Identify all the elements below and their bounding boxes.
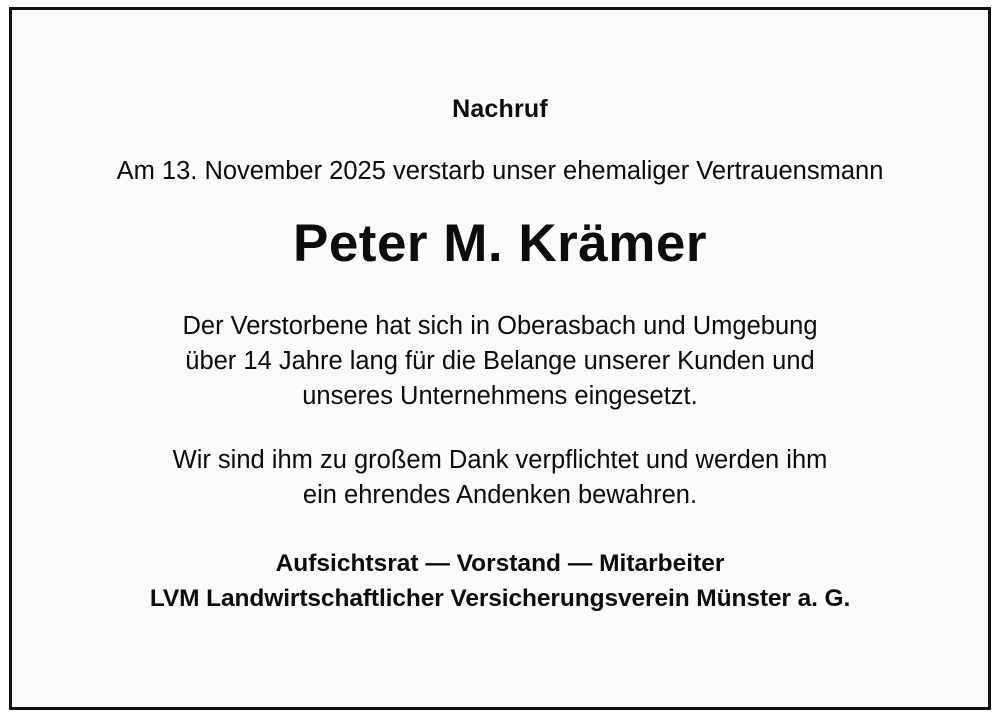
deceased-name: Peter M. Krämer [292,213,707,273]
obituary-paragraph-2 [72,443,928,512]
signature-organization: LVM Landwirtschaftlicher Versicherungsverein Münster a. G. [149,584,851,612]
paragraph-2-line-1: Wir sind ihm zu großem Dank verpflichtet und werden ihm [172,446,828,475]
paragraph-1-line-1: Der Verstorbene hat sich in Oberasbach und Umgebung [182,312,818,341]
obituary-heading: Nachruf [452,95,548,123]
obituary-content [12,10,988,707]
paragraph-1-line-3: unseres Unternehmens eingesetzt. [302,381,698,410]
obituary-signature [72,547,928,617]
obituary-intro: Am 13. November 2025 verstarb unser ehemaliger Vertrauensmann [116,157,884,185]
obituary-paragraph-1 [72,309,928,413]
obituary-frame [9,7,991,710]
signature-roles: Aufsichtsrat — Vorstand — Mitarbeiter [275,549,725,577]
paragraph-1-line-2: über 14 Jahre lang für die Belange unserer Kunden und [185,347,815,376]
paragraph-2-line-2: ein ehrendes Andenken bewahren. [302,481,698,510]
